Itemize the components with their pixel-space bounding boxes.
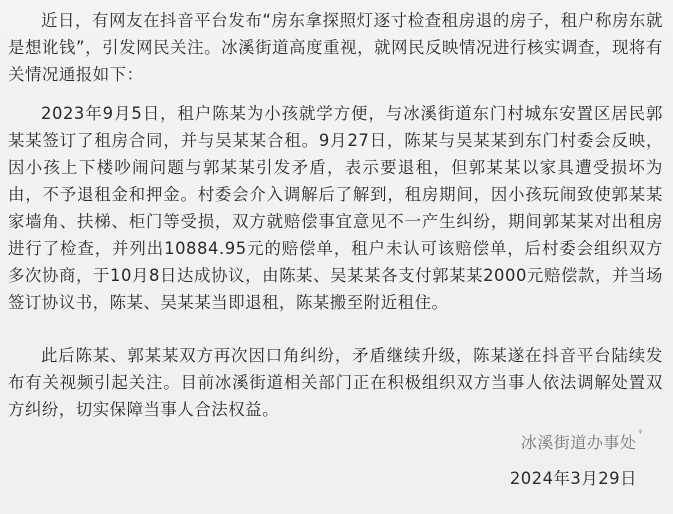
notice-paragraph-intro: 近日，有网友在抖音平台发布“房东拿探照灯逐寸检查租房退的房子，租户称房东就是想讹钱”，引发网民关注。冰溪街道高度重视，就网民反映情况进行核实调查，现将有关情况通报如下： [8,11,663,84]
issuer-signature [521,430,643,453]
notice-paragraph-followup: 此后陈某、郭某某双方再次因口角纠纷，矛盾继续升级，陈某遂在抖音平台陆续发布有关视频引起关注。目前冰溪街道相关部门正在积极组织双方当事人依法调解处置双方纠纷，切实保障当事人合法权益。 [8,346,663,419]
notice-date: 2024年3月29日 [509,469,637,488]
issuer-name: 冰溪街道办事处 [520,433,637,452]
search-mark-icon: ᵠ [638,428,643,439]
notice-paragraph-details: 2023年9月5日，租户陈某为小孩就学方便，与冰溪街道东门村城东安置区居民郭某某签订了租房合同，并与吴某某合租。9月27日，陈某与吴某某到东门村委会反映，因小孩上下楼吵闹问题与郭某某引发矛盾，表示要退租，但郭某某以家具遭受损坏为由，不予退租金和押金。村委会介入调解后了解到，租房期间，因小孩玩闹致使郭某某家墙角、扶梯、柜门等受损，双方就赔偿事宜意见不一产生纠纷，期间郭某某对出租房进行了检查，并列出10884.95元的赔偿单，租户未认可该赔偿单，后村委会组织双方多次协商，于10月8日达成协议，由陈某、吴某某各支付郭某某2000元赔偿款，并当场签订协议书，陈某、吴某某当即退租，陈某搬至附近租住。 [8,104,663,312]
